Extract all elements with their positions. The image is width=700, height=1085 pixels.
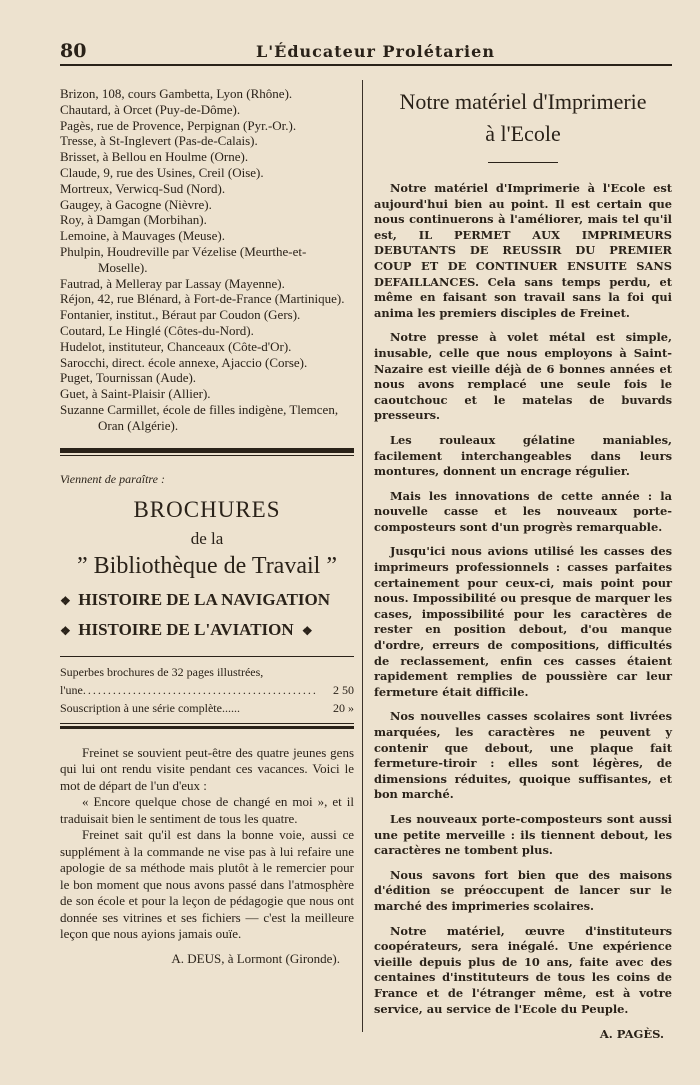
price-block <box>60 663 354 717</box>
brochure-announcement <box>60 472 354 717</box>
announcement-title: BROCHURES <box>133 496 281 522</box>
brochure-item <box>60 590 354 610</box>
letter-paragraph: Freinet sait qu'il est dans la bonne voie, aussi ce supplément à la commande ne vise pas à lui refaire une apologie de sa méthode mais plutôt à le remercier pour le bon moment que nous avons passé dans l'atmosphère de son école et pour la leçon de pédagogie que nous ont donnée ses vitrines et ses fichiers — c'est la meilleure leçon que nous ayions jamais ouïe. <box>60 827 354 942</box>
article-paragraph: Notre matériel d'Imprimerie à l'Ecole est aujourd'hui bien au point. Il est certain que nous continuerons à l'améliorer, mais tel qu'il est, IL PERMET AUX IMPRIMEURS DEBUTANTS DE REUSSIR DU PREMIER COUP ET DE CONTINUER ENSUITE SANS DEFAILLANCES. Cela sans temps perdu, et même en faisant son travail sans la foi qui anima les premiers disciples de Freinet. <box>374 181 672 320</box>
subscription-value: 20 » <box>333 700 354 715</box>
page-header <box>60 36 672 66</box>
subscriber-entry: Brisset, à Bellou en Houlme (Orne). <box>60 149 249 165</box>
price-row-subscription <box>60 699 354 717</box>
article-paragraph: Nous savons fort bien que des maisons d'édition se préoccupent de lancer sur le marché des imprimeries scolaires. <box>374 867 672 913</box>
subscriber-entry: Hudelot, instituteur, Chanceaux (Côte-d'Or). <box>60 338 292 354</box>
article-title <box>374 86 672 150</box>
article-paragraph: Les nouveaux porte-composteurs sont aussi une petite merveille : ils tiennent debout, les caractères ne tombent plus. <box>374 811 672 858</box>
announcement-collection: ” Bibliothèque de Travail ” <box>77 552 337 579</box>
leader-dots: ............................................... <box>82 682 318 697</box>
brochure-item-label: HISTOIRE DE L'AVIATION <box>78 619 294 639</box>
article-title-line: Notre matériel d'Imprimerie <box>399 89 647 114</box>
article-paragraph: Jusqu'ici nous avions utilisé les casses des imprimeurs professionnels : casses parfaites certainement pour ceux-ci, mais point pour nous. Impossibilité ou presque de marquer les cases, impossibilité pour les caractères de rester en position debout, d'ou manque d'ordre, erreurs de compositions, difficultés de reclassement, enfin ces casses étaient rapidement remplies de poussière car leur fermeture était difficile. <box>374 544 672 699</box>
letter-paragraph: Freinet se souvient peut-être des quatre jeunes gens qui lui ont rendu visite pendant ces vacances. Voici le mot de départ de l'un d'eux : <box>60 744 354 793</box>
article-paragraph: Nos nouvelles casses scolaires sont livrées marquées, les caractères ne peuvent y contenir que debout, une plaque fait fermeture-tiroir : elles sont légères, de dimensions réduites, quoique suffisantes, et bon marché. <box>374 709 672 802</box>
subscriber-entry: Mortreux, Verwicq-Sud (Nord). <box>60 180 226 196</box>
subscriber-entry: Fontanier, institut., Béraut par Coudon (Gers). <box>60 307 301 323</box>
article-paragraph: Mais les innovations de cette année : la nouvelle casse et les nouveaux porte-composteurs sont d'un progrès remarquable. <box>374 488 672 534</box>
announcement-rule <box>60 656 354 657</box>
right-column <box>374 86 672 1041</box>
section-rule-thin <box>60 455 354 456</box>
column-divider <box>362 80 363 1032</box>
article-title-rule <box>488 162 558 163</box>
letter-text <box>60 745 354 943</box>
left-column <box>60 86 354 967</box>
subscriber-entry: Puget, Tournissan (Aude). <box>60 370 197 386</box>
price-each-value: 2 50 <box>333 682 354 697</box>
header-rule <box>60 64 672 66</box>
brochure-description: Superbes brochures de 32 pages illustrées, <box>60 664 264 679</box>
letter-signature: A. DEUS, à Lormont (Gironde). <box>171 950 340 966</box>
subscriber-list <box>60 86 354 434</box>
article-paragraph: Les rouleaux gélatine maniables, facilement interchangeables dans leurs montures, donnent un encrage régulier. <box>374 432 672 479</box>
subscriber-entry: Guet, à Saint-Plaisir (Allier). <box>60 386 211 402</box>
diamond-icon: ❖ <box>301 623 313 638</box>
announcement-de-la: de la <box>190 528 224 548</box>
subscriber-entry: Coutard, Le Hinglé (Côtes-du-Nord). <box>60 322 254 338</box>
brochure-item <box>60 620 354 640</box>
section-rule-thick <box>60 726 354 729</box>
price-each-label: l'une <box>60 682 83 697</box>
subscriber-entry: Tresse, à St-Inglevert (Pas-de-Calais). <box>60 133 258 149</box>
section-rule-thin <box>60 723 354 724</box>
subscription-label: Souscription à une série complète...... <box>60 700 240 715</box>
diamond-icon: ❖ <box>60 593 71 608</box>
subscriber-entry: Claude, 9, rue des Usines, Creil (Oise). <box>60 164 264 180</box>
subscriber-entry: Phulpin, Houdreville par Vézelise (Meurthe-et-Moselle). <box>60 243 307 275</box>
price-description <box>60 663 354 681</box>
section-rule-thick <box>60 448 354 453</box>
diamond-icon: ❖ <box>60 623 71 638</box>
article-paragraph: Notre matériel, œuvre d'instituteurs coopérateurs, sera inégalé. Une expérience vieille depuis plus de 10 ans, faite avec des centaines d'instituteurs de tous les coins de France et de l'étranger même, est à votre service, au service de l'Ecole du Peuple. <box>374 923 672 1016</box>
letter-paragraph: « Encore quelque chose de changé en moi », et il traduisait bien le sentiment de tous les quatre. <box>60 794 354 826</box>
page-number: 80 <box>60 40 87 62</box>
price-row-each <box>60 681 354 699</box>
subscriber-entry: Lemoine, à Mauvages (Meuse). <box>60 228 225 244</box>
journal-title: L'Éducateur Prolétarien <box>256 42 495 61</box>
article-body <box>374 181 672 1017</box>
announcement-kicker: Viennent de paraître : <box>60 471 165 486</box>
subscriber-entry: Suzanne Carmillet, école de filles indigène, Tlemcen, Oran (Algérie). <box>60 401 339 433</box>
article-paragraph: Notre presse à volet métal est simple, inusable, celle que nous employons à Saint-Nazaire est vieille déjà de 6 bonnes années et nous avons remplacé une seule fois le caoutchouc et le matelas de buvards presseurs. <box>374 330 672 423</box>
subscriber-entry: Roy, à Damgan (Morbihan). <box>60 212 207 228</box>
subscriber-entry: Chautard, à Orcet (Puy-de-Dôme). <box>60 101 241 117</box>
subscriber-entry: Pagès, rue de Provence, Perpignan (Pyr.-Or.). <box>60 117 297 133</box>
subscriber-entry: Brizon, 108, cours Gambetta, Lyon (Rhône). <box>60 86 293 101</box>
article-signature: A. PAGÈS. <box>599 1027 664 1042</box>
article-title-line: à l'Ecole <box>485 121 561 146</box>
subscriber-entry: Fautrad, à Melleray par Lassay (Mayenne). <box>60 275 285 291</box>
subscriber-entry: Sarocchi, direct. école annexe, Ajaccio (Corse). <box>60 354 308 370</box>
subscriber-entry: Gaugey, à Gacogne (Nièvre). <box>60 196 212 212</box>
brochure-item-label: HISTOIRE DE LA NAVIGATION <box>78 589 331 609</box>
subscriber-entry: Réjon, 42, rue Blénard, à Fort-de-France (Martinique). <box>60 291 345 307</box>
